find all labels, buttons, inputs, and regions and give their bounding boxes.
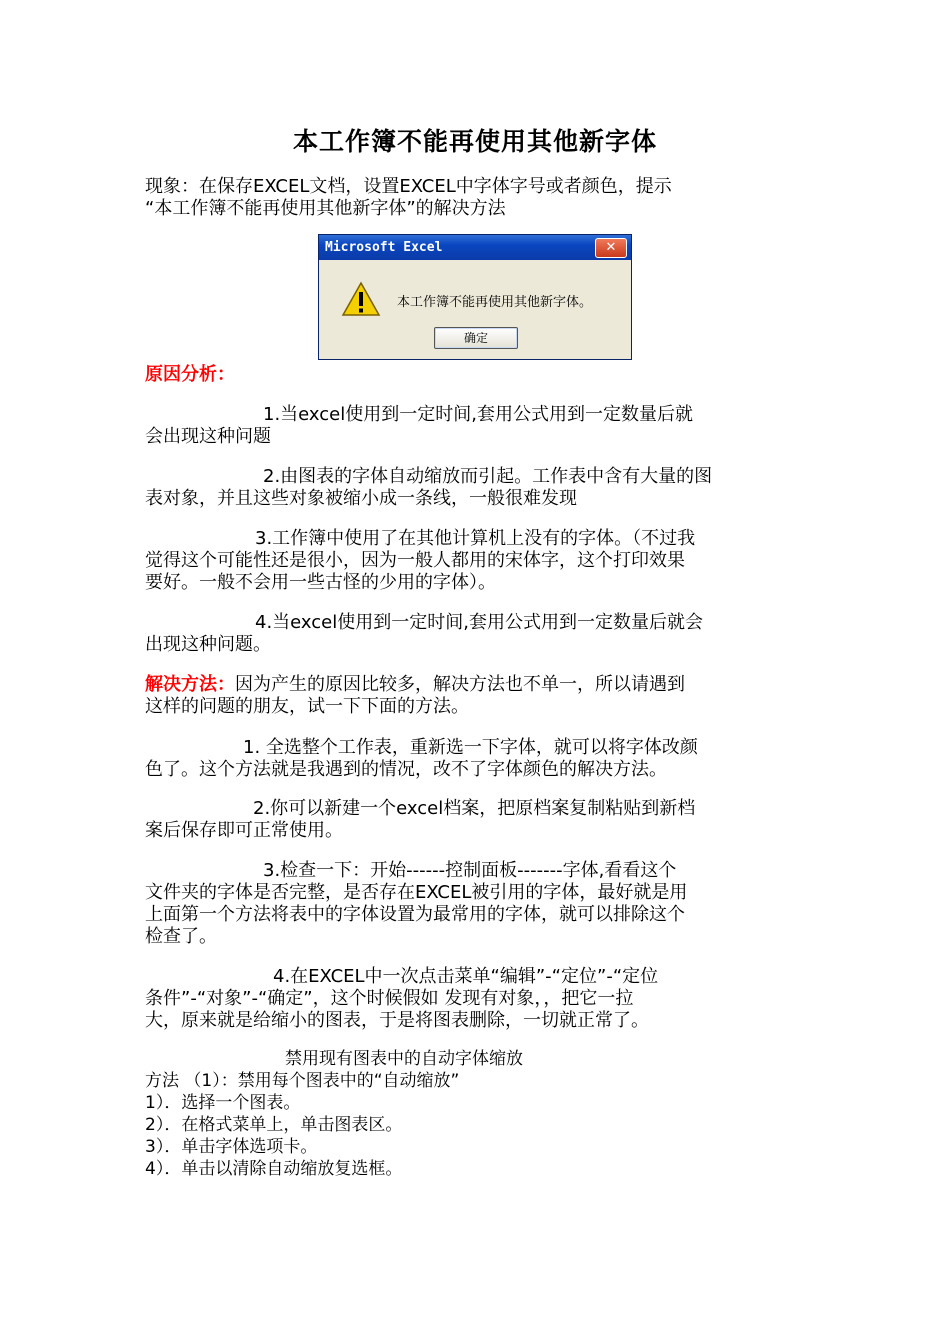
cause-heading: 原因分析： [145, 364, 235, 385]
solution-item-3-line-3: 上面第一个方法将表中的字体设置为最常用的字体，就可以排除这个 [145, 904, 685, 925]
warning-icon [341, 281, 381, 317]
phenomenon-text [145, 176, 810, 220]
cause-item-1-line-2: 会出现这种问题 [145, 426, 271, 447]
dialog-title: Microsoft Excel [325, 240, 443, 255]
cause-item-1 [145, 404, 810, 448]
ok-button[interactable]: 确定 [434, 327, 518, 349]
solution-item-3-line-4: 检查了。 [145, 926, 217, 947]
dialog-message: 本工作簿不能再使用其他新字体。 [397, 295, 593, 310]
solution-item-3 [145, 860, 810, 948]
solution-intro-line-2: 这样的问题的朋友，试一下下面的方法。 [145, 696, 469, 717]
solution-item-4-line-2: 条件”-“对象”-“确定”，这个时候假如 发现有对象，，把它一拉 [145, 988, 634, 1009]
cause-item-2-line-2: 表对象，并且这些对象被缩小成一条线，一般很难发现 [145, 488, 577, 509]
cause-item-2 [145, 466, 810, 510]
cause-item-4-line-1: 4.当excel使用到一定时间,套用公式用到一定数量后就会 [255, 612, 703, 633]
solution-item-4-line-3: 大，原来就是给缩小的图表，于是将图表删除，一切就正常了。 [145, 1010, 649, 1031]
solution-intro [145, 674, 810, 718]
disable-step-3: 3）．单击字体选项卡。 [145, 1137, 318, 1157]
solution-intro-line-1: 因为产生的原因比较多，解决方法也不单一，所以请遇到 [235, 674, 685, 695]
solution-item-1 [145, 737, 810, 781]
disable-method: 方法 （1）：禁用每个图表中的“自动缩放” [145, 1071, 460, 1091]
dialog-title-bar [319, 235, 631, 260]
cause-item-3 [145, 528, 810, 594]
solution-item-1-line-2: 色了。这个方法就是我遇到的情况，改不了字体颜色的解决方法。 [145, 759, 667, 780]
solution-item-1-line-1: 1. 全选整个工作表，重新选一下字体，就可以将字体改颜 [243, 737, 698, 758]
solution-item-2 [145, 798, 810, 842]
phenomenon-line-2: “本工作簿不能再使用其他新字体”的解决方法 [145, 198, 506, 219]
disable-step-2: 2）．在格式菜单上，单击图表区。 [145, 1115, 403, 1135]
cause-item-4-line-2: 出现这种问题。 [145, 634, 271, 655]
cause-item-4 [145, 612, 810, 656]
solution-item-2-line-2: 案后保存即可正常使用。 [145, 820, 343, 841]
close-button[interactable]: ✕ [595, 238, 627, 258]
disable-step-4: 4）．单击以清除自动缩放复选框。 [145, 1159, 403, 1179]
solution-item-4-line-1: 4.在EXCEL中一次点击菜单“编辑”-“定位”-“定位 [273, 966, 659, 987]
solution-item-4 [145, 966, 810, 1032]
solution-item-2-line-1: 2.你可以新建一个excel档案，把原档案复制粘贴到新档 [253, 798, 696, 819]
cause-item-1-line-1: 1.当excel使用到一定时间,套用公式用到一定数量后就 [263, 404, 693, 425]
disable-section [145, 1048, 810, 1180]
cause-item-3-line-3: 要好。一般不会用一些古怪的少用的字体）。 [145, 572, 496, 593]
cause-item-2-line-1: 2.由图表的字体自动缩放而引起。工作表中含有大量的图 [263, 466, 713, 487]
disable-heading: 禁用现有图表中的自动字体缩放 [285, 1049, 523, 1069]
solution-item-3-line-1: 3.检查一下：开始------控制面板-------字体,看看这个 [263, 860, 677, 881]
disable-step-1: 1）．选择一个图表。 [145, 1093, 301, 1113]
page-title: 本工作簿不能再使用其他新字体 [292, 127, 657, 156]
cause-item-3-line-1: 3.工作簿中使用了在其他计算机上没有的字体。（不过我 [255, 528, 696, 549]
cause-item-3-line-2: 觉得这个可能性还是很小，因为一般人都用的宋体字，这个打印效果 [145, 550, 685, 571]
phenomenon-line-1: 现象：在保存EXCEL文档，设置EXCEL中字体字号或者颜色，提示 [145, 176, 672, 197]
excel-dialog [318, 234, 632, 360]
solution-heading: 解决方法： [145, 674, 235, 695]
solution-item-3-line-2: 文件夹的字体是否完整，是否存在EXCEL被引用的字体，最好就是用 [145, 882, 688, 903]
